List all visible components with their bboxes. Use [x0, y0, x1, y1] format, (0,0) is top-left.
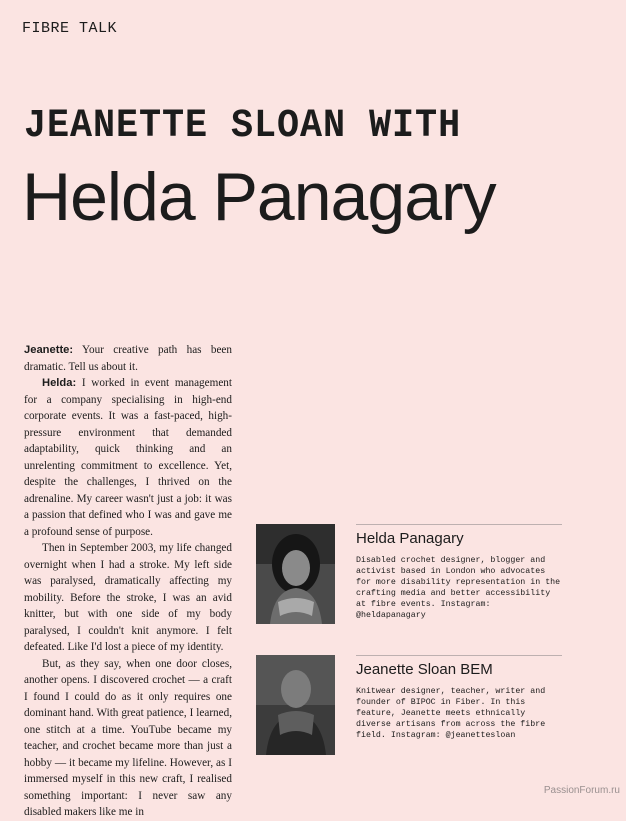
divider — [356, 524, 562, 525]
paragraph: But, as they say, when one door closes, another opens. I discovered crochet — a craft I found I could do as it only requires one dominant hand. With great patience, I learned, one stitch at a time. YouTube became my teacher, and crochet became more than just a hobby — it became my lifeline. However, as I immersed myself in this new craft, I realised something important: I never saw any disabled makers like me in — [24, 657, 232, 818]
section-label: FIBRE TALK — [22, 20, 118, 37]
paragraph: Then in September 2003, my life changed overnight when I had a stroke. My left side was paralysed, dramatically affecting my mobility. Before the stroke, I was an avid knitter, but with one side of my body paralysed, I couldn't knit anymore. I felt defeated. Like I'd lost a piece of my identity. — [24, 542, 232, 653]
article-body — [24, 342, 232, 821]
bio-description: Knitwear designer, teacher, writer and founder of BIPOC in Fiber. In this feature, Jeanette meets ethnically diverse artisans from across the fibre field. Instagram: @jeanettesloan — [356, 687, 546, 740]
divider — [356, 655, 562, 656]
paragraph-text: I worked in event management for a company specialising in high-end corporate events. It was a fast-paced, high-pressure environment that demanded adaptability, quick thinking and an unrelenting commitment to excellence. Yet, despite the challenges, I thrived on the adrenaline. My career wasn't just a job: it was a passion that defined who I was and gave me a profound sense of purpose. — [24, 377, 232, 538]
speaker-label: Jeanette: — [24, 344, 74, 356]
bio-description: Disabled crochet designer, blogger and activist based in London who advocates for more disability representation in the crafting media and better accessibility at fibre events. Instagram: @heldapanagary — [356, 556, 561, 620]
bio-name: Helda Panagary — [356, 530, 464, 547]
bio-name: Jeanette Sloan BEM — [356, 661, 493, 678]
speaker-label: Helda: — [42, 377, 77, 389]
portrait-photo — [256, 524, 335, 624]
paragraph — [24, 342, 232, 375]
watermark: PassionForum.ru — [543, 785, 620, 796]
paragraph-text: Your creative path has been dramatic. Tell us about it. — [24, 344, 232, 373]
headline-main: Helda Panagary — [22, 159, 496, 235]
headline-top: JEANETTE SLOAN WITH — [24, 104, 462, 149]
portrait-photo — [256, 655, 335, 755]
paragraph — [24, 375, 232, 540]
